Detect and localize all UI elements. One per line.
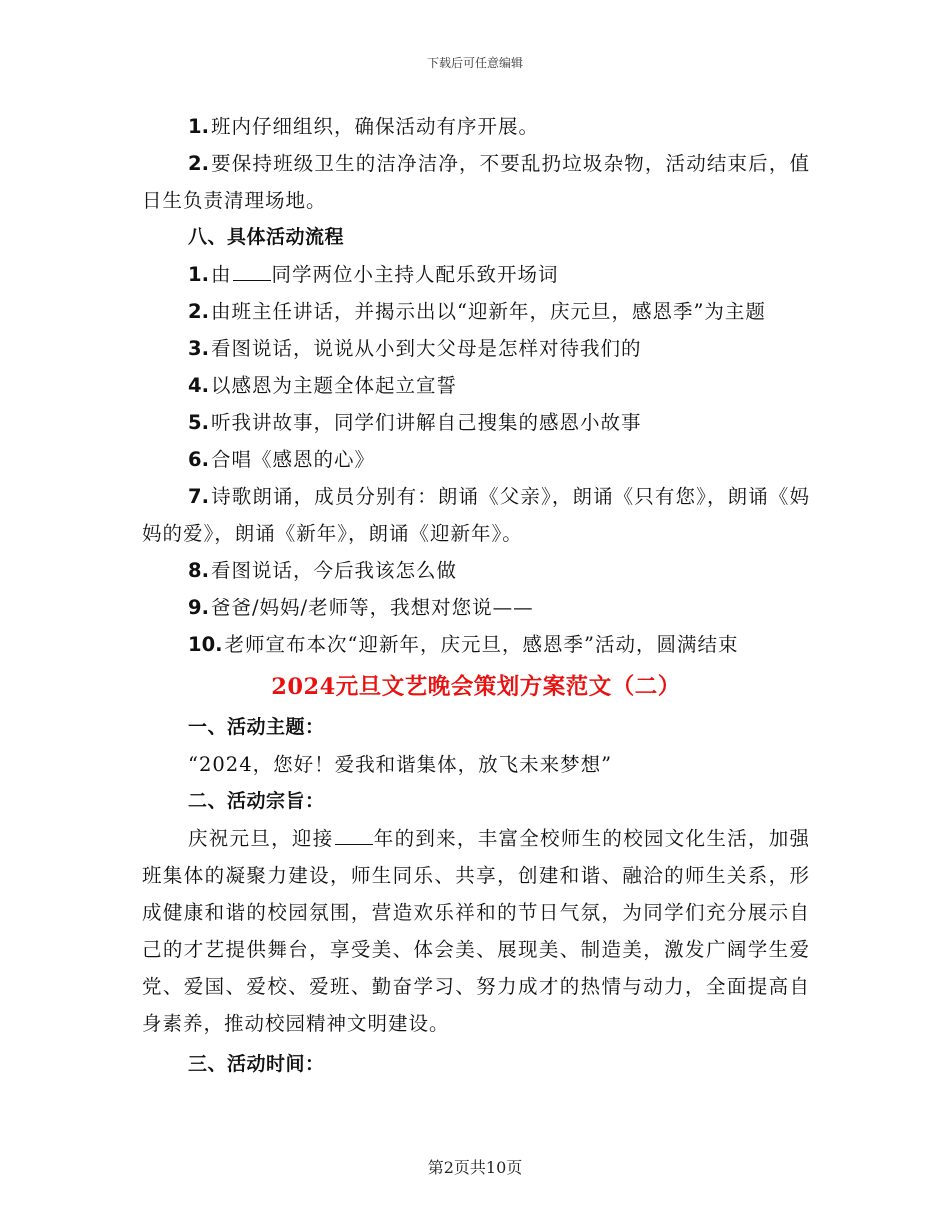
- list-item-number: 1.: [188, 115, 209, 138]
- purpose-paragraph: [142, 820, 810, 1042]
- section-heading-8: 八、具体活动流程: [188, 226, 345, 248]
- list-item-number: 8.: [188, 559, 209, 582]
- purpose-text: 庆祝元旦，迎接: [188, 827, 334, 850]
- list-item-number: 1.: [188, 263, 209, 286]
- list-item-number: 9.: [188, 596, 209, 619]
- flow-item: [142, 478, 810, 552]
- section-heading-2: 二、活动宗旨：: [188, 790, 325, 812]
- document-title: 2024元旦文艺晚会策划方案范文（二）: [271, 674, 681, 700]
- purpose-text: 年的到来，丰富全校师生的校园文化生活，加强班集体的凝聚力建设，师生同乐、共享，创建和谐、融洽的师生关系，形成健康和谐的校园氛围，营造欢乐祥和的节日气氛，为同学们充分展示自己的才艺提供舞台，享受美、体会美、展现美、制造美，激发广阔学生爱党、爱国、爱校、爱班、勤奋学习、努力成才的热情与动力，全面提高自身素养，推动校园精神文明建设。: [142, 827, 810, 1035]
- list-item-text: 以感恩为主题全体起立宣誓: [210, 374, 457, 397]
- list-item-text: 由班主任讲话，并揭示出以“迎新年，庆元旦，感恩季”为主题: [210, 300, 766, 323]
- flow-item: [142, 626, 810, 663]
- list-item-text: 同学两位小主持人配乐致开场词: [271, 263, 559, 286]
- list-item-text: 看图说话，说说从小到大父母是怎样对待我们的: [210, 337, 642, 360]
- list-item-number: 5.: [188, 411, 209, 434]
- flow-item: [142, 441, 810, 478]
- document-body: [142, 108, 810, 1083]
- list-item-text: 班内仔细组织，确保活动有序开展。: [210, 115, 539, 138]
- list-item-text: 要保持班级卫生的洁净洁净，不要乱扔垃圾杂物，活动结束后，值日生负责清理场地。: [142, 152, 810, 212]
- page-header-note: 下载后可任意编辑: [426, 56, 523, 70]
- list-item-text: 合唱《感恩的心》: [210, 448, 375, 471]
- list-item-text: 老师宣布本次“迎新年，庆元旦，感恩季”活动，圆满结束: [224, 633, 739, 656]
- flow-item: [142, 330, 810, 367]
- list-item-text: 看图说话，今后我该怎么做: [210, 559, 457, 582]
- list-item-text: 爸爸/妈妈/老师等，我想对您说——: [210, 596, 534, 619]
- fill-in-blank: [233, 262, 271, 281]
- theme-text: “2024，您好！爱我和谐集体，放飞未来梦想”: [188, 753, 613, 776]
- list-item-text: 听我讲故事，同学们讲解自己搜集的感恩小故事: [210, 411, 642, 434]
- list-item-number: 4.: [188, 374, 209, 397]
- list-item-number: 2.: [188, 300, 209, 323]
- list-item-text: 诗歌朗诵，成员分别有：朗诵《父亲》，朗诵《只有您》，朗诵《妈妈的爱》，朗诵《新年》，朗诵《迎新年》。: [142, 485, 810, 545]
- list-item-text: 由: [210, 263, 232, 286]
- list-item-number: 2.: [188, 152, 209, 175]
- section-heading-3: 三、活动时间：: [188, 1053, 325, 1075]
- flow-item: [142, 256, 810, 293]
- list-item-number: 10.: [188, 633, 223, 656]
- list-item-number: 7.: [188, 485, 209, 508]
- list-item-number: 6.: [188, 448, 209, 471]
- flow-item: [142, 367, 810, 404]
- flow-item: [142, 589, 810, 626]
- section-heading-1: 一、活动主题：: [188, 716, 325, 738]
- flow-item: [142, 552, 810, 589]
- flow-item: [142, 293, 810, 330]
- fill-in-blank: [335, 826, 373, 845]
- flow-item: [142, 404, 810, 441]
- list-item: [142, 108, 810, 145]
- list-item: [142, 145, 810, 219]
- page-footer: 第2页共10页: [427, 1158, 523, 1177]
- list-item-number: 3.: [188, 337, 209, 360]
